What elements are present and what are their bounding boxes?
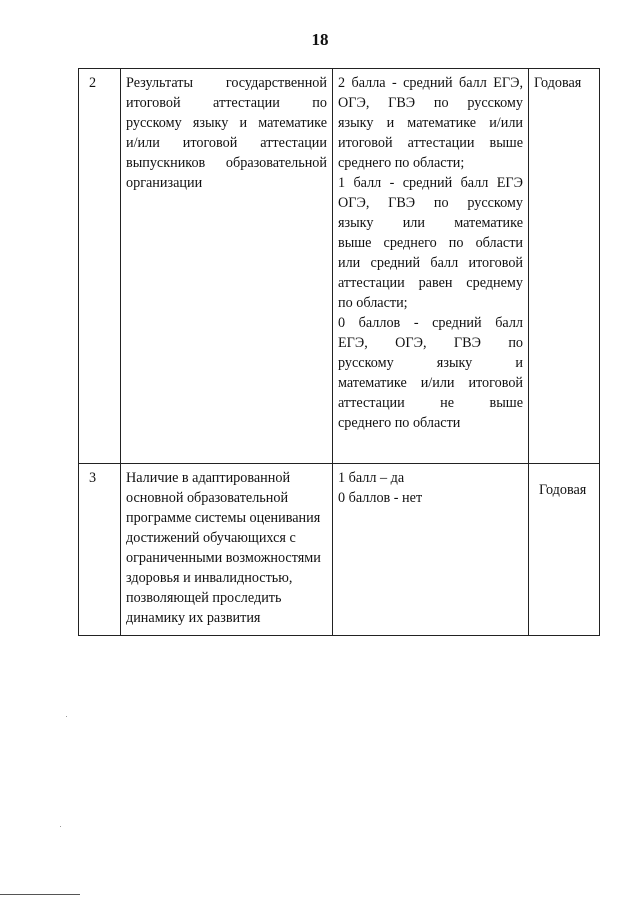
- criteria-cell: [333, 69, 529, 463]
- indicator-line: ограниченными возможностями: [126, 550, 321, 566]
- indicator-cell: [121, 69, 333, 463]
- criteria-line: языку или математике: [338, 215, 523, 231]
- criteria-line: ОГЭ, ГВЭ по русскому: [338, 95, 523, 111]
- indicator-line: Результаты государственной: [126, 75, 327, 91]
- indicator-line: и/или итоговой аттестации: [126, 135, 327, 151]
- criteria-line: 0 баллов - нет: [338, 490, 423, 506]
- criteria-line: 0 баллов - средний балл: [338, 315, 523, 331]
- period-cell: Годовая: [534, 75, 582, 91]
- scan-speck: [66, 716, 67, 717]
- footer-rule: [0, 894, 80, 895]
- criteria-line: 1 балл – да: [338, 470, 405, 486]
- scan-speck: [60, 826, 61, 827]
- period-cell: Годовая: [539, 482, 587, 498]
- criteria-cell: [333, 464, 529, 635]
- indicator-line: русскому языку и математике: [126, 115, 327, 131]
- indicator-line: основной образовательной: [126, 490, 289, 506]
- criteria-line: среднего по области;: [338, 155, 465, 171]
- criteria-line: 2 балла - средний балл ЕГЭ,: [338, 75, 523, 91]
- indicator-line: достижений обучающихся с: [126, 530, 296, 546]
- criteria-line: ЕГЭ, ОГЭ, ГВЭ по: [338, 335, 523, 351]
- indicator-line: выпускников образовательной: [126, 155, 327, 171]
- criteria-table: [78, 68, 600, 636]
- criteria-line: выше среднего по области: [338, 235, 523, 251]
- criteria-line: языку и математике и/или: [338, 115, 523, 131]
- indicator-line: организации: [126, 175, 203, 191]
- criteria-line: аттестации не выше: [338, 395, 523, 411]
- criteria-line: среднего по области: [338, 415, 461, 431]
- criteria-line: итоговой аттестации выше: [338, 135, 523, 151]
- row-number: 3: [79, 464, 121, 635]
- table-row: [78, 68, 600, 464]
- indicator-line: динамику их развития: [126, 610, 261, 626]
- criteria-line: 1 балл - средний балл ЕГЭ: [338, 175, 523, 191]
- indicator-line: программе системы оценивания: [126, 510, 321, 526]
- criteria-line: аттестации равен среднему: [338, 275, 523, 291]
- criteria-line: русскому языку и: [338, 355, 523, 371]
- row-number: 2: [79, 69, 121, 463]
- indicator-line: итоговой аттестации по: [126, 95, 327, 111]
- criteria-line: ОГЭ, ГВЭ по русскому: [338, 195, 523, 211]
- criteria-line: по области;: [338, 295, 408, 311]
- criteria-line: или средний балл итоговой: [338, 255, 523, 271]
- page-number: 18: [311, 30, 329, 49]
- indicator-line: позволяющей проследить: [126, 590, 282, 606]
- indicator-line: здоровья и инвалидностью,: [126, 570, 293, 586]
- table-row: [78, 464, 600, 636]
- indicator-cell: [121, 464, 333, 635]
- criteria-line: математике и/или итоговой: [338, 375, 523, 391]
- indicator-line: Наличие в адаптированной: [126, 470, 291, 486]
